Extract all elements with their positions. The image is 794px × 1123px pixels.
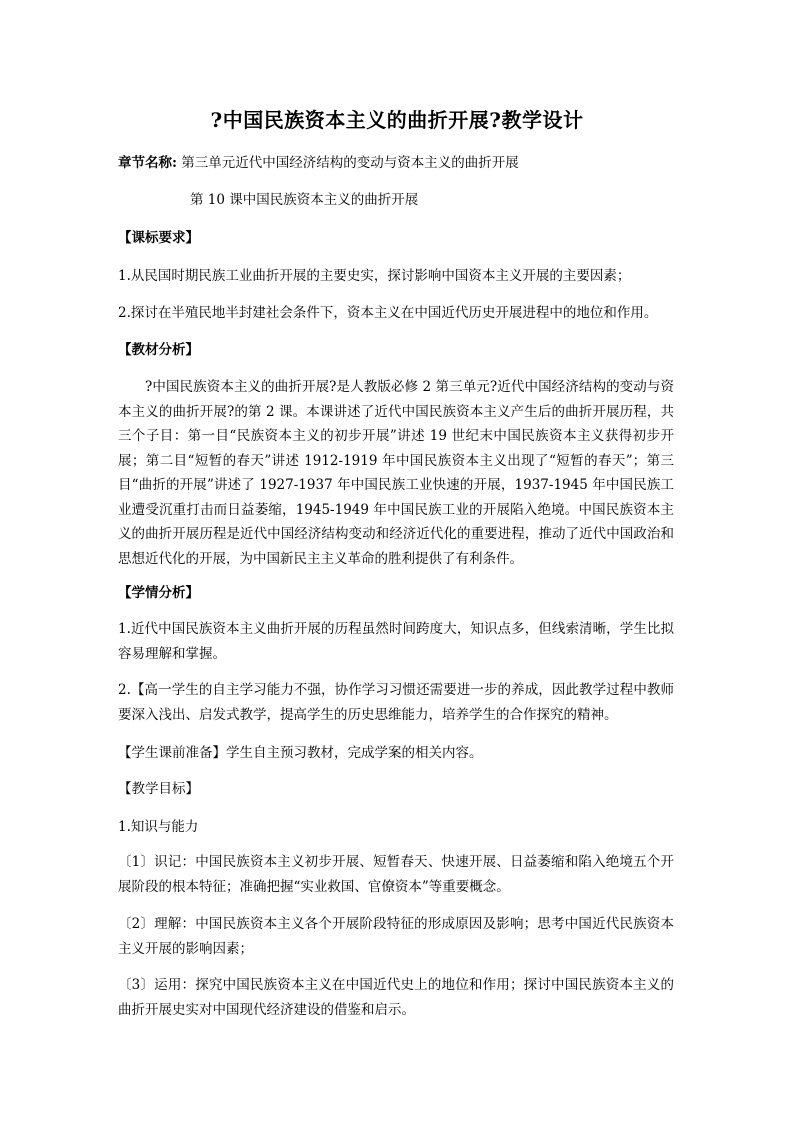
section-heading-standards: 【课标要求】 — [118, 230, 199, 246]
goal-item-apply: 〔3〕运用：探究中国民族资本主义在中国近代史上的地位和作用；探讨中国民族资本主义的曲折开展史实对中国现代经济建设的借鉴和启示。 — [118, 977, 674, 1018]
section-heading-textbook: 【教材分析】 — [118, 342, 199, 358]
document-title: ?中国民族资本主义的曲折开展?教学设计 — [210, 108, 584, 132]
standards-item-2: 2.探讨在半殖民地半封建社会条件下，资本主义在中国近代历史开展进程中的地位和作用。 — [118, 305, 658, 321]
goal-item-memorize: 〔1〕识记：中国民族资本主义初步开展、短暂春天、快速开展、日益萎缩和陷入绝境五个开展阶段的根本特征；准确把握“实业救国、官僚资本”等重要概念。 — [118, 854, 674, 895]
chapter-unit: 第三单元近代中国经济结构的变动与资本主义的曲折开展 — [181, 155, 519, 171]
chapter-lesson: 第 10 课中国民族资本主义的曲折开展 — [190, 192, 419, 208]
students-item-2: 2.【高一学生的自主学习能力不强，协作学习习惯还需要进一步的养成，因此教学过程中教师要深入浅出、启发式教学，提高学生的历史思维能力，培养学生的合作探究的精神。 — [118, 682, 674, 723]
student-preparation: 【学生课前准备】学生自主预习教材，完成学案的相关内容。 — [118, 745, 483, 761]
section-heading-goals: 【教学目标】 — [118, 781, 199, 797]
section-heading-students: 【学情分析】 — [118, 585, 199, 601]
textbook-analysis-paragraph: ?中国民族资本主义的曲折开展?是人教版必修 2 第三单元?近代中国经济结构的变动与资本主义的曲折开展?的第 2 课。本课讲述了近代中国民族资本主义产生后的曲折开展历程，共三个子目：第一目“民族资本主义的初步开展”讲述 19 世纪末中国民族资本主义获得初步开展；第二目“短暂的春天”讲述 1912-1919 年中国民族资本主义出现了“短暂的春天”；第三目“曲折的开展”讲述了 1927-1937 年中国民族工业快速的开展，1937-1945 年中国民族工业遭受沉重打击而日益萎缩，1945-1949 年中国民族工业的开展陷入绝境。中国民族资本主义的曲折开展历程是近代中国经济结构变动和经济近代化的重要进程，推动了近代中国政治和思想近代化的开展，为中国新民主主义革命的胜利提供了有利条件。 — [118, 379, 674, 567]
goal-knowledge-ability: 1.知识与能力 — [118, 819, 199, 835]
chapter-label: 章节名称: — [118, 155, 177, 171]
standards-item-1: 1.从民国时期民族工业曲折开展的主要史实，探讨影响中国资本主义开展的主要因素； — [118, 268, 631, 284]
goal-item-understand: 〔2〕理解：中国民族资本主义各个开展阶段特征的形成原因及影响；思考中国近代民族资本主义开展的影响因素； — [118, 916, 674, 957]
students-item-1: 1.近代中国民族资本主义曲折开展的历程虽然时间跨度大，知识点多，但线索清晰，学生比拟容易理解和掌握。 — [118, 621, 674, 662]
chapter-row — [118, 154, 519, 172]
